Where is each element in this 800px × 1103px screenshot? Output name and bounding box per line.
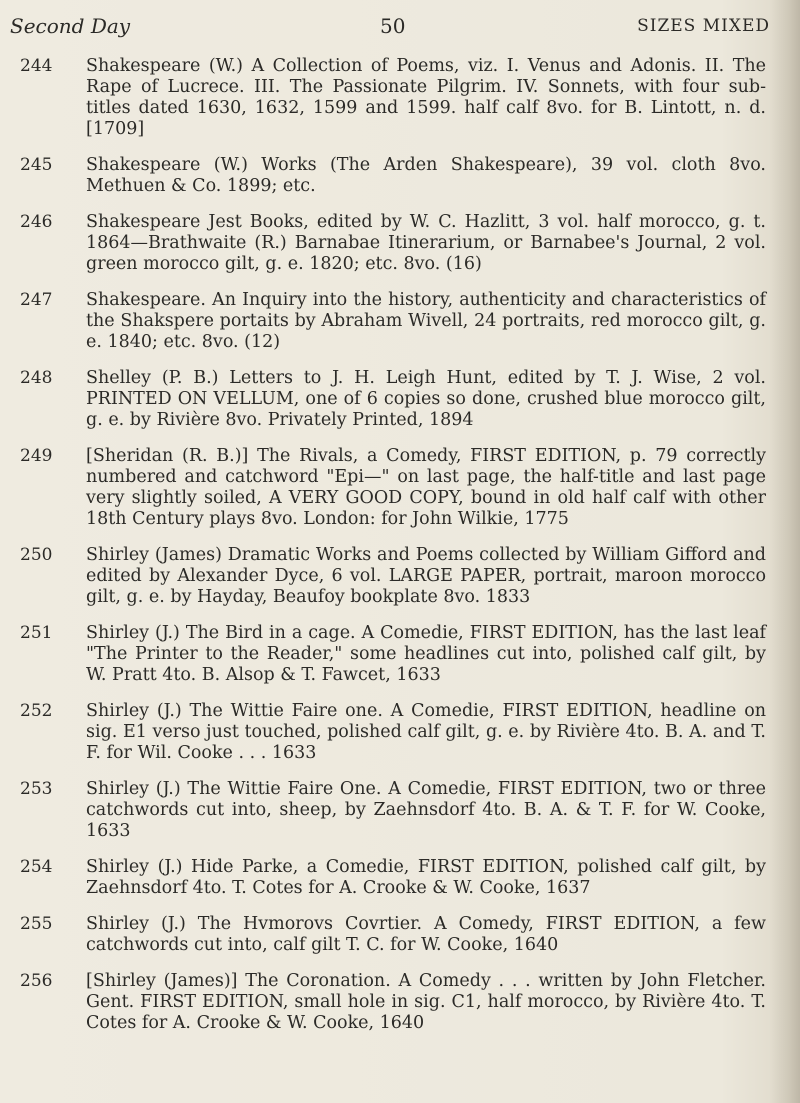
lot-entry	[0, 623, 780, 686]
lot-entry	[0, 914, 780, 956]
lot-number: 253	[20, 779, 53, 799]
lot-list	[0, 56, 780, 1049]
lot-description: Shirley (J.) The Bird in a cage. A Comedie, FIRST EDITION, has the last leaf "The Printer to the Reader," some headlines cut into, polished calf gilt, by W. Pratt 4to. B. Alsop & T. Fawcet, 1633	[86, 623, 766, 685]
lot-description: [Shirley (James)] The Coronation. A Comedy . . . written by John Fletcher. Gent. FIRST EDITION, small hole in sig. C1, half morocco, by Rivière 4to. T. Cotes for A. Crooke & W. Cooke, 1640	[86, 971, 766, 1033]
lot-description: Shirley (J.) The Wittie Faire One. A Comedie, FIRST EDITION, two or three catchwords cut into, sheep, by Zaehnsdorf 4to. B. A. & T. F. for W. Cooke, 1633	[86, 779, 766, 841]
lot-number: 252	[20, 701, 53, 721]
lot-description: Shirley (J.) The Wittie Faire one. A Comedie, FIRST EDITION, headline on sig. E1 verso just touched, polished calf gilt, g. e. by Rivière 4to. B. A. and T. F. for Wil. Cooke . . . 1633	[86, 701, 766, 763]
lot-description: Shakespeare (W.) Works (The Arden Shakespeare), 39 vol. cloth 8vo. Methuen & Co. 1899; etc.	[86, 155, 766, 196]
lot-number: 245	[20, 155, 53, 175]
header-page-number: 50	[380, 14, 406, 38]
header-day: Second Day	[10, 14, 131, 38]
lot-number: 246	[20, 212, 53, 232]
lot-entry	[0, 971, 780, 1034]
lot-description: Shakespeare. An Inquiry into the history, authenticity and characteristics of the Shakspere portaits by Abraham Wivell, 24 portraits, red morocco gilt, g. e. 1840; etc. 8vo. (12)	[86, 290, 766, 352]
lot-description: [Sheridan (R. B.)] The Rivals, a Comedy, FIRST EDITION, p. 79 correctly numbered and catchword "Epi—" on last page, the half-title and last page very slightly soiled, A VERY GOOD COPY, bound in old half calf with other 18th Century plays 8vo. London: for John Wilkie, 1775	[86, 446, 766, 529]
lot-number: 249	[20, 446, 53, 466]
lot-number: 254	[20, 857, 53, 877]
page-header	[10, 14, 770, 44]
lot-number: 256	[20, 971, 53, 991]
lot-entry	[0, 446, 780, 530]
lot-description: Shelley (P. B.) Letters to J. H. Leigh Hunt, edited by T. J. Wise, 2 vol. PRINTED ON VELLUM, one of 6 copies so done, crushed blue morocco gilt, g. e. by Rivière 8vo. Privately Printed, 1894	[86, 368, 766, 430]
lot-description: Shirley (J.) The Hvmorovs Covrtier. A Comedy, FIRST EDITION, a few catchwords cut into, calf gilt T. C. for W. Cooke, 1640	[86, 914, 766, 955]
lot-number: 248	[20, 368, 53, 388]
lot-entry	[0, 779, 780, 842]
lot-number: 251	[20, 623, 53, 643]
lot-number: 250	[20, 545, 53, 565]
lot-description: Shirley (J.) Hide Parke, a Comedie, FIRST EDITION, polished calf gilt, by Zaehnsdorf 4to. T. Cotes for A. Crooke & W. Cooke, 1637	[86, 857, 766, 898]
lot-entry	[0, 857, 780, 899]
lot-entry	[0, 545, 780, 608]
lot-entry	[0, 701, 780, 764]
lot-entry	[0, 56, 780, 140]
lot-entry	[0, 290, 780, 353]
lot-entry	[0, 212, 780, 275]
lot-entry	[0, 155, 780, 197]
lot-description: Shakespeare (W.) A Collection of Poems, viz. I. Venus and Adonis. II. The Rape of Lucrece. III. The Passionate Pilgrim. IV. Sonnets, with four sub-titles dated 1630, 1632, 1599 and 1599. half calf 8vo. for B. Lintott, n. d. [1709]	[86, 56, 766, 139]
lot-number: 247	[20, 290, 53, 310]
lot-entry	[0, 368, 780, 431]
lot-description: Shakespeare Jest Books, edited by W. C. Hazlitt, 3 vol. half morocco, g. t. 1864—Brathwaite (R.) Barnabae Itinerarium, or Barnabee's Journal, 2 vol. green morocco gilt, g. e. 1820; etc. 8vo. (16)	[86, 212, 766, 274]
lot-description: Shirley (James) Dramatic Works and Poems collected by William Gifford and edited by Alexander Dyce, 6 vol. LARGE PAPER, portrait, maroon morocco gilt, g. e. by Hayday, Beaufoy bookplate 8vo. 1833	[86, 545, 766, 607]
header-section: SIZES MIXED	[637, 16, 770, 36]
lot-number: 244	[20, 56, 53, 76]
lot-number: 255	[20, 914, 53, 934]
